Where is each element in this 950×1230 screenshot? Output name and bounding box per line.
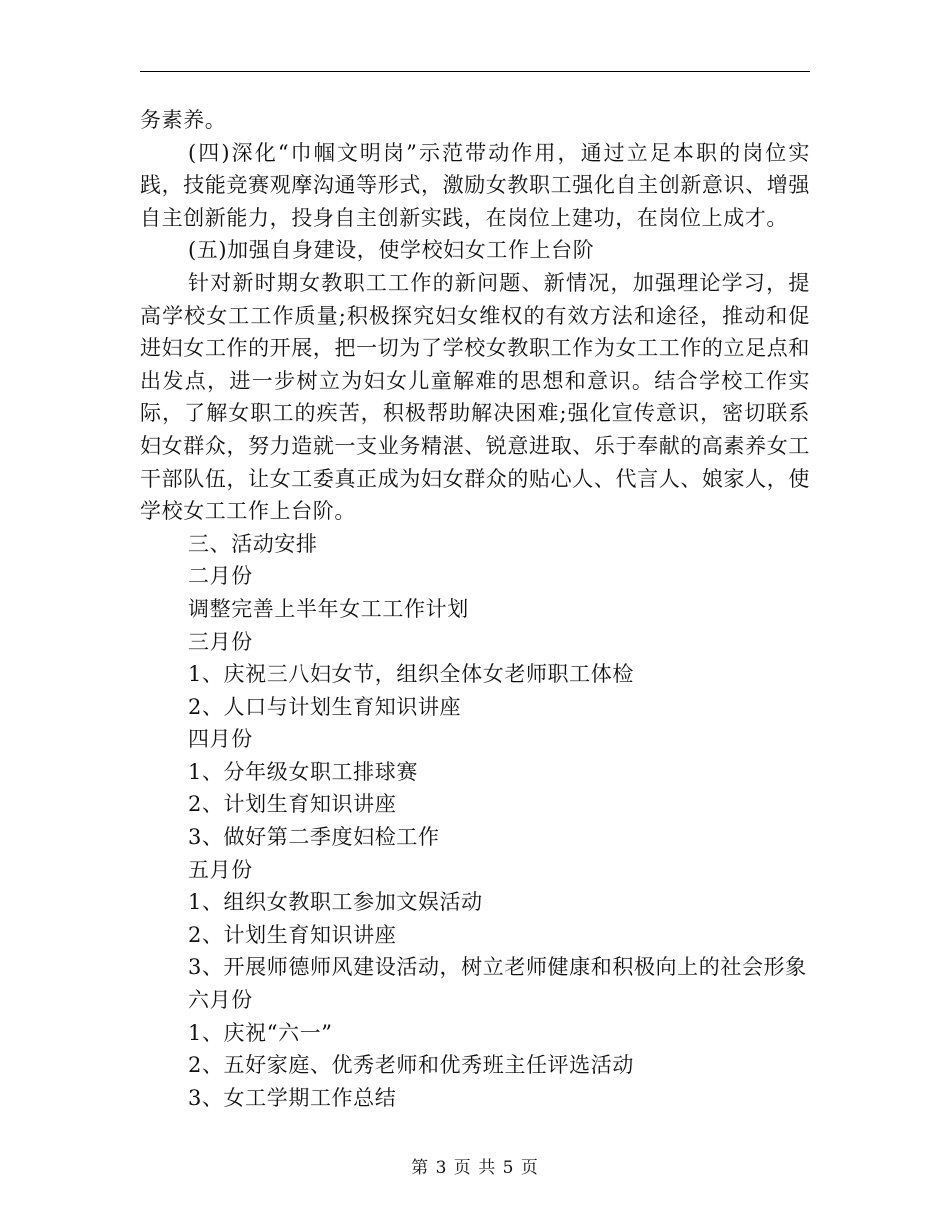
list-item: 1、组织女教职工参加文娱活动: [188, 890, 483, 915]
paragraph-continuation: 务素养。: [140, 108, 227, 132]
month-heading-june: 六月份: [188, 988, 253, 1013]
heading-section-five: (五)加强自身建设，使学校妇女工作上台阶: [188, 238, 595, 263]
month-heading-february: 二月份: [188, 564, 253, 589]
document-body: [140, 104, 810, 1114]
list-item: 2、人口与计划生育知识讲座: [188, 694, 462, 719]
list-item: 2、计划生育知识讲座: [188, 792, 397, 817]
page-number-footer: 第 3 页 共 5 页: [411, 1158, 539, 1178]
month-heading-march: 三月份: [188, 629, 253, 654]
list-item: 2、五好家庭、优秀老师和优秀班主任评选活动: [188, 1053, 634, 1078]
list-item: 3、开展师德师风建设活动，树立老师健康和积极向上的社会形象: [188, 955, 807, 980]
paragraph-section-five-body: 针对新时期女教职工工作的新问题、新情况，加强理论学习，提高学校女工工作质量;积极探究妇女维权的有效方法和途径，推动和促进妇女工作的开展，把一切为了学校女教职工作为女工工作的立足点和出发点，进一步树立为妇女儿童解难的思想和意识。结合学校工作实际，了解女职工的疾苦，积极帮助解决困难;强化宣传意识，密切联系妇女群众，努力造就一支业务精湛、锐意进取、乐于奉献的高素养女工干部队伍，让女工委真正成为妇女群众的贴心人、代言人、娘家人，使学校女工工作上台阶。: [140, 270, 810, 524]
list-item: 1、庆祝三八妇女节，组织全体女老师职工体检: [188, 662, 634, 687]
list-item: 1、分年级女职工排球赛: [188, 759, 418, 784]
heading-activity-schedule: 三、活动安排: [188, 531, 318, 556]
list-item: 调整完善上半年女工工作计划: [188, 596, 469, 621]
list-item: 1、庆祝“六一”: [188, 1020, 333, 1045]
list-item: 3、做好第二季度妇检工作: [188, 825, 440, 850]
month-heading-april: 四月份: [188, 727, 253, 752]
list-item: 3、女工学期工作总结: [188, 1085, 397, 1110]
month-heading-may: 五月份: [188, 857, 253, 882]
list-item: 2、计划生育知识讲座: [188, 922, 397, 947]
paragraph-section-four: (四)深化“巾帼文明岗”示范带动作用，通过立足本职的岗位实践，技能竞赛观摩沟通等形式，激励女教职工强化自主创新意识、增强自主创新能力，投身自主创新实践，在岗位上建功，在岗位上成才。: [140, 140, 810, 230]
header-rule: [140, 71, 810, 72]
